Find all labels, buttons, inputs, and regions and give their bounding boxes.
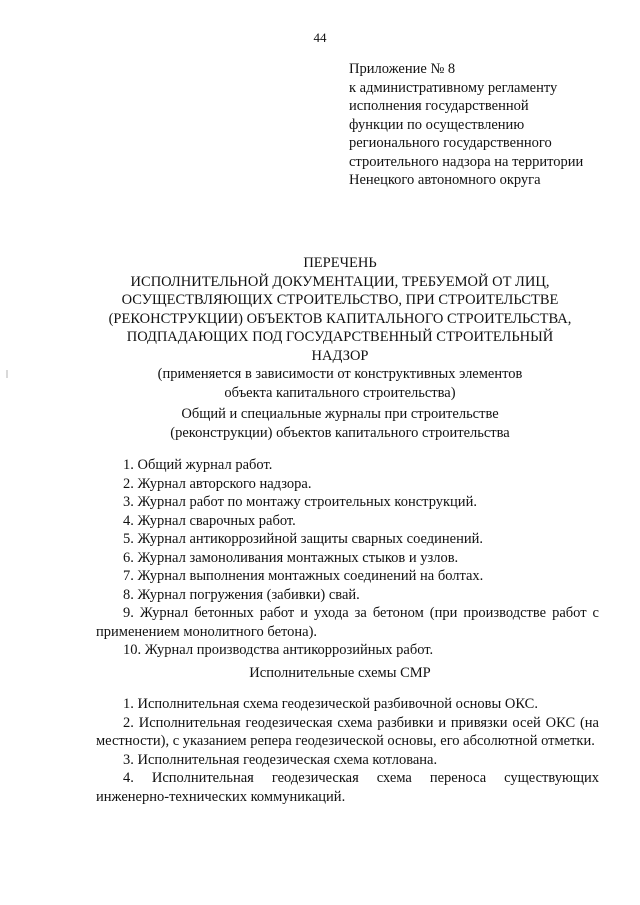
list-item: 8. Журнал погружения (забивки) свай. <box>123 586 360 603</box>
list-item: 3. Исполнительная геодезическая схема котлована. <box>123 751 438 768</box>
appendix-line: строительного надзора на территории <box>349 153 584 170</box>
title-line: НАДЗОР <box>311 347 369 364</box>
scan-artifact-mark <box>6 370 8 378</box>
section-heading-line: (реконструкции) объектов капитального строительства <box>170 424 510 441</box>
title-line: ПОДПАДАЮЩИХ ПОД ГОСУДАРСТВЕННЫЙ СТРОИТЕЛЬНЫЙ <box>126 329 554 345</box>
title-line: (РЕКОНСТРУКЦИИ) ОБЪЕКТОВ КАПИТАЛЬНОГО СТРОИТЕЛЬСТВА, <box>108 310 572 327</box>
list-item: 9. Журнал бетонных работ и ухода за бетоном (при производстве работ с применением монолитного бетона). <box>96 605 599 640</box>
appendix-line: исполнения государственной <box>349 98 529 114</box>
page-number: 44 <box>313 30 327 45</box>
list-item: 2. Журнал авторского надзора. <box>123 475 312 492</box>
section-heading-schemes: Исполнительные схемы СМР <box>249 665 431 681</box>
appendix-line: Ненецкого автономного округа <box>349 172 541 188</box>
list-item: 1. Исполнительная схема геодезической разбивочной основы ОКС. <box>123 696 538 712</box>
appendix-header <box>349 60 619 190</box>
list-item: 4. Исполнительная геодезическая схема переноса существующих инженерно-технических коммуникаций. <box>96 770 599 805</box>
appendix-line: функции по осуществлению <box>349 116 525 133</box>
list-item: 7. Журнал выполнения монтажных соединений на болтах. <box>123 568 484 584</box>
title-line: ОСУЩЕСТВЛЯЮЩИХ СТРОИТЕЛЬСТВО, ПРИ СТРОИТЕЛЬСТВЕ <box>121 292 559 308</box>
title-note-line: (применяется в зависимости от конструктивных элементов <box>157 366 523 382</box>
list-item: 1. Общий журнал работ. <box>123 457 273 473</box>
list-item: 3. Журнал работ по монтажу строительных конструкций. <box>123 494 477 510</box>
title-line: ПЕРЕЧЕНЬ <box>303 255 377 271</box>
appendix-line: регионального государственного <box>349 135 552 151</box>
title-note-line: объекта капитального строительства) <box>224 384 456 401</box>
journals-list <box>96 456 599 660</box>
list-item: 6. Журнал замоноливания монтажных стыков и узлов. <box>123 549 459 566</box>
appendix-line: к административному регламенту <box>349 79 558 96</box>
schemes-list <box>96 695 599 806</box>
appendix-line: Приложение № 8 <box>349 61 456 77</box>
list-item: 4. Журнал сварочных работ. <box>123 512 296 529</box>
section-heading-journals <box>60 405 620 442</box>
title-line: ИСПОЛНИТЕЛЬНОЙ ДОКУМЕНТАЦИИ, ТРЕБУЕМОЙ ОТ ЛИЦ, <box>130 273 550 290</box>
document-title <box>60 254 620 402</box>
list-item: 10. Журнал производства антикоррозийных работ. <box>123 642 434 658</box>
section-heading-line: Общий и специальные журналы при строительстве <box>181 406 499 422</box>
list-item: 5. Журнал антикоррозийной защиты сварных соединений. <box>123 531 484 547</box>
list-item: 2. Исполнительная геодезическая схема разбивки и привязки осей ОКС (на местности), с указанием репера геодезической основы, его абсолютной отметки. <box>96 714 599 749</box>
